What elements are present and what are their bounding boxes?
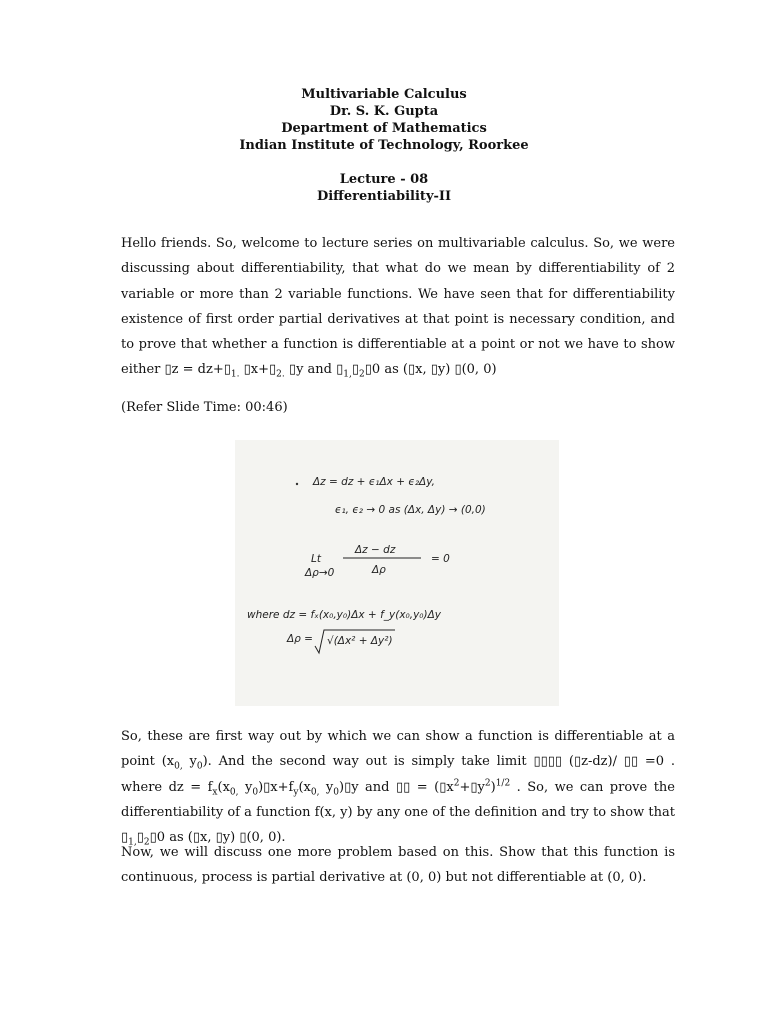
paragraph-second-way: So, these are first way out by which we can show a function is differentiable at a point ($x_{0,}$ $y_0$). And the second way out is simply take limit ▯▯▯▯ (▯z-dz)/ ▯▯ =0 . where dz = $f_x(x_{0,}$ $y_0)▯x+f_y(x_{0,}$ $y_0)▯y$ and ▯▯ = $(▯x^2+▯y^2)^{1/2}$ . So, we can prove the differentiability of a function f(x, y) by any one of the definition and try to show that $▯_{1,}▯_2▯0$ as (▯x, ▯y) ▯(0, 0).	[121, 729, 675, 848]
lecture-heading	[0, 171, 768, 205]
slide-frac-den: Δρ	[372, 564, 386, 576]
handwritten-slide	[235, 440, 559, 706]
slide-line-2: ϵ₁, ϵ₂ → 0 as (Δx, Δy) → (0,0)	[335, 504, 486, 516]
slide-frac-num: Δz − dz	[355, 544, 396, 556]
lecture-topic: Differentiability-II	[316, 189, 452, 204]
lecture-number: Lecture - 08	[339, 172, 429, 187]
document-header	[0, 86, 768, 154]
department-name: Department of Mathematics	[281, 121, 487, 136]
slide-where-line: where dz = fₓ(x₀,y₀)Δx + f_y(x₀,y₀)Δy	[247, 609, 442, 621]
course-title: Multivariable Calculus	[301, 87, 467, 102]
institute-name: Indian Institute of Technology, Roorkee	[239, 138, 529, 153]
slide-lt-sub: Δρ→0	[305, 567, 335, 579]
paragraph-intro: Hello friends. So, welcome to lecture series on multivariable calculus. So, we were discussing about differentiability, that what do we mean by differentiability of 2 variable or more than 2 variable functions. We have seen that for differentiability existence of first order partial derivatives at that point is necessary condition, and to prove that whether a function is differentiable at a point or not we have to show either ▯z = $dz+▯_{1.}$ $▯x+▯_{2.}$ ▯y and $▯_{1,}▯_2▯0$ as (▯x, ▯y) ▯(0, 0)	[121, 236, 675, 381]
paragraph-next-problem: Now, we will discuss one more problem based on this. Show that this function is continuous, process is partial derivative at (0, 0) but not differentiable at (0, 0).	[121, 845, 675, 886]
slide-rho-lhs: Δρ =	[287, 633, 313, 645]
slide-line-1: Δz = dz + ϵ₁Δx + ϵ₂Δy,	[313, 476, 435, 488]
author-name: Dr. S. K. Gupta	[329, 104, 439, 119]
slide-rho-rhs: √(Δx² + Δy²)	[327, 635, 393, 647]
slide-eq-zero: = 0	[431, 553, 450, 565]
slide-lt: Lt	[311, 553, 321, 565]
slide-time-reference: (Refer Slide Time: 00:46)	[121, 400, 288, 415]
slide-image	[235, 440, 559, 706]
